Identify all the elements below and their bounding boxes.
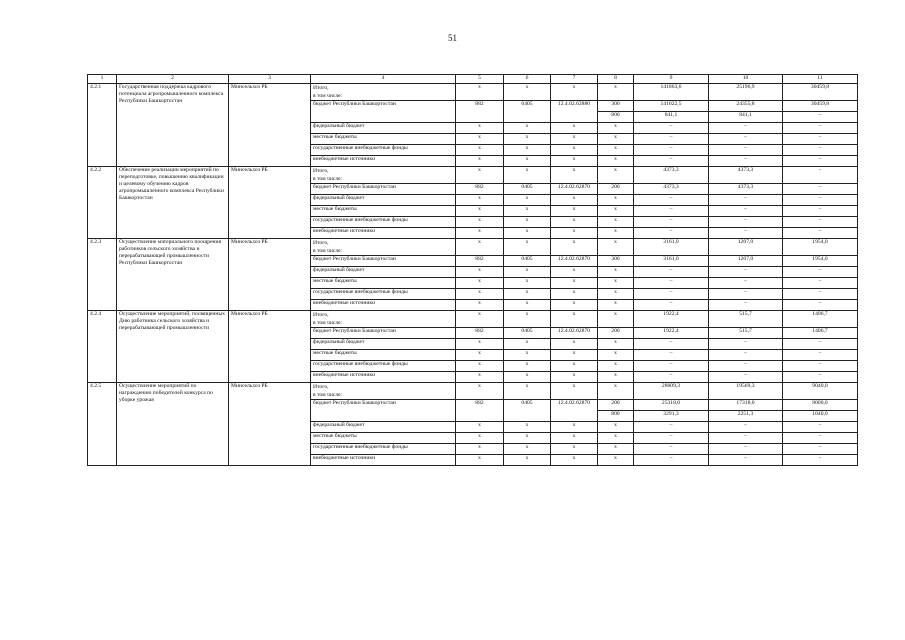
funding-source: Итого, в том числе: — [311, 167, 456, 184]
expense-type-cell: 200 — [598, 184, 634, 195]
item-name: Осуществление мероприятий по награждению победителей конкурса по уборке урожая — [117, 383, 229, 466]
expense-type-cell: 300 — [598, 101, 634, 112]
amount-cell: 841,1 — [709, 112, 783, 123]
funding-source: бюджет Республики Башкортостан — [311, 184, 456, 195]
amount-cell: – — [783, 455, 858, 466]
budget-code-cell: х — [551, 145, 598, 156]
item-number: 4.2.3 — [88, 239, 117, 311]
budget-code-cell: х — [456, 422, 504, 433]
header-cell: 2 — [117, 75, 229, 84]
expense-type-cell: х — [598, 361, 634, 372]
amount-cell: – — [634, 339, 709, 350]
budget-code-cell: 0405 — [504, 328, 551, 339]
amount-cell: 1207,0 — [709, 239, 783, 256]
amount-cell: – — [709, 422, 783, 433]
amount-cell: 4373,3 — [634, 167, 709, 184]
expense-type-cell: 200 — [598, 328, 634, 339]
amount-cell: 3161,0 — [634, 256, 709, 267]
budget-code-cell: х — [551, 289, 598, 300]
budget-code-cell: х — [504, 217, 551, 228]
amount-cell: – — [783, 444, 858, 455]
amount-cell: – — [783, 372, 858, 383]
budget-code-cell: х — [551, 156, 598, 167]
amount-cell: 8000,0 — [783, 400, 858, 411]
expense-type-cell: х — [598, 167, 634, 184]
item-name: Государственная поддержка кадрового потенциала агропромышленного комплекса Республики Башкортостан — [117, 84, 229, 167]
amount-cell: – — [709, 289, 783, 300]
amount-cell: 1406,7 — [783, 328, 858, 339]
expense-type-cell: 800 — [598, 112, 634, 123]
budget-code-cell: х — [456, 228, 504, 239]
amount-cell: – — [634, 156, 709, 167]
amount-cell: – — [634, 134, 709, 145]
expense-type-cell: х — [598, 156, 634, 167]
amount-cell: – — [783, 184, 858, 195]
budget-code-cell: 882 — [456, 184, 504, 195]
budget-code-cell: х — [551, 455, 598, 466]
item-name: Осуществление материального поощрения работников сельского хозяйства и перерабатывающей промышленности Республики Башкортостан — [117, 239, 229, 311]
amount-cell: – — [709, 134, 783, 145]
budget-code-cell: 12.4.02.62880 — [551, 101, 598, 123]
amount-cell: 1922,4 — [634, 328, 709, 339]
budget-code-cell: х — [504, 444, 551, 455]
expense-type-cell: х — [598, 311, 634, 328]
budget-code-cell: х — [456, 145, 504, 156]
page-number: 51 — [448, 33, 457, 43]
funding-source: местные бюджеты — [311, 433, 456, 444]
amount-cell: 1207,0 — [709, 256, 783, 267]
funding-source: местные бюджеты — [311, 350, 456, 361]
budget-code-cell: х — [504, 195, 551, 206]
executor: Минсельхоз РБ — [229, 84, 311, 167]
amount-cell: 24355,8 — [709, 101, 783, 112]
header-cell: 9 — [634, 75, 709, 84]
funding-source: внебюджетные источники — [311, 228, 456, 239]
budget-code-cell: 882 — [456, 400, 504, 422]
amount-cell: – — [783, 300, 858, 311]
budget-code-cell: х — [504, 300, 551, 311]
budget-code-cell: х — [456, 339, 504, 350]
amount-cell: – — [783, 206, 858, 217]
amount-cell: – — [783, 433, 858, 444]
budget-code-cell: х — [551, 228, 598, 239]
amount-cell: 3161,0 — [634, 239, 709, 256]
budget-code-cell: 12.4.02.62870 — [551, 184, 598, 195]
expense-type-cell: х — [598, 339, 634, 350]
budget-code-cell: х — [504, 372, 551, 383]
budget-code-cell: х — [504, 156, 551, 167]
amount-cell: – — [634, 422, 709, 433]
funding-source: местные бюджеты — [311, 134, 456, 145]
amount-cell: – — [709, 361, 783, 372]
budget-code-cell: х — [456, 134, 504, 145]
expense-type-cell: х — [598, 372, 634, 383]
amount-cell: – — [783, 156, 858, 167]
budget-code-cell: х — [551, 278, 598, 289]
item-name: Обеспечение реализации мероприятий по переподготовке, повышению квалификации и целевому обучению кадров агропромышленного комплекса Республики Башкортостан — [117, 167, 229, 239]
budget-code-cell: 12.4.02.62870 — [551, 256, 598, 267]
amount-cell: – — [634, 455, 709, 466]
budget-code-cell: х — [456, 311, 504, 328]
funding-source: внебюджетные источники — [311, 156, 456, 167]
budget-code-cell: х — [504, 167, 551, 184]
amount-cell: 9040,0 — [783, 383, 858, 400]
expense-type-cell: 300 — [598, 256, 634, 267]
budget-code-cell: х — [551, 444, 598, 455]
budget-code-cell: х — [504, 239, 551, 256]
budget-code-cell: 882 — [456, 256, 504, 267]
budget-code-cell: х — [504, 123, 551, 134]
funding-source: бюджет Республики Башкортостан — [311, 328, 456, 339]
expense-type-cell: х — [598, 289, 634, 300]
header-cell: 8 — [598, 75, 634, 84]
amount-cell: 841,1 — [634, 112, 709, 123]
amount-cell: 515,7 — [709, 311, 783, 328]
expense-type-cell: 800 — [598, 411, 634, 422]
budget-code-cell: х — [551, 383, 598, 400]
amount-cell: – — [783, 228, 858, 239]
amount-cell: – — [709, 267, 783, 278]
executor: Минсельхоз РБ — [229, 311, 311, 383]
expense-type-cell: х — [598, 145, 634, 156]
table-row — [88, 383, 858, 400]
budget-code-cell: х — [504, 145, 551, 156]
funding-source: федеральный бюджет — [311, 195, 456, 206]
amount-cell: – — [709, 206, 783, 217]
budget-code-cell: 0405 — [504, 400, 551, 422]
budget-code-cell: х — [456, 278, 504, 289]
budget-code-cell: х — [456, 433, 504, 444]
amount-cell: – — [783, 167, 858, 184]
expense-type-cell: х — [598, 433, 634, 444]
header-cell: 4 — [311, 75, 456, 84]
amount-cell: – — [709, 228, 783, 239]
header-cell: 1 — [88, 75, 117, 84]
amount-cell: – — [634, 195, 709, 206]
amount-cell: 30459,8 — [783, 101, 858, 112]
expense-type-cell: х — [598, 383, 634, 400]
expense-type-cell: х — [598, 300, 634, 311]
amount-cell: – — [783, 361, 858, 372]
amount-cell: – — [634, 444, 709, 455]
amount-cell: – — [709, 350, 783, 361]
budget-code-cell: 882 — [456, 328, 504, 339]
amount-cell: – — [783, 289, 858, 300]
budget-code-cell: х — [456, 123, 504, 134]
item-number: 4.2.5 — [88, 383, 117, 466]
funding-source: внебюджетные источники — [311, 455, 456, 466]
budget-code-cell: х — [504, 267, 551, 278]
expense-type-cell: х — [598, 134, 634, 145]
budget-code-cell: 0405 — [504, 101, 551, 123]
amount-cell: – — [709, 433, 783, 444]
budget-code-cell: х — [504, 289, 551, 300]
amount-cell: – — [709, 123, 783, 134]
expense-type-cell: х — [598, 195, 634, 206]
budget-code-cell: х — [551, 339, 598, 350]
funding-source: государственные внебюджетные фонды — [311, 145, 456, 156]
amount-cell: 17318,0 — [709, 400, 783, 411]
budget-code-cell: х — [504, 350, 551, 361]
budget-code-cell: х — [504, 278, 551, 289]
amount-cell: – — [634, 123, 709, 134]
amount-cell: – — [783, 195, 858, 206]
header-cell: 6 — [504, 75, 551, 84]
amount-cell: – — [783, 134, 858, 145]
amount-cell: – — [783, 112, 858, 123]
funding-source: внебюджетные источники — [311, 300, 456, 311]
amount-cell: – — [634, 361, 709, 372]
amount-cell: – — [634, 372, 709, 383]
funding-source: Итого, в том числе: — [311, 383, 456, 400]
amount-cell: 1954,0 — [783, 239, 858, 256]
amount-cell: – — [709, 278, 783, 289]
amount-cell: – — [783, 422, 858, 433]
budget-code-cell: х — [551, 195, 598, 206]
budget-code-cell: х — [551, 372, 598, 383]
amount-cell: 28609,3 — [634, 383, 709, 400]
budget-code-cell: х — [551, 300, 598, 311]
amount-cell: 30459,8 — [783, 84, 858, 101]
amount-cell: – — [634, 350, 709, 361]
header-cell: 11 — [783, 75, 858, 84]
executor: Минсельхоз РБ — [229, 167, 311, 239]
budget-code-cell: х — [551, 361, 598, 372]
funding-source: внебюджетные источники — [311, 372, 456, 383]
amount-cell: 19569,3 — [709, 383, 783, 400]
budget-code-cell: х — [456, 444, 504, 455]
budget-code-cell: х — [504, 84, 551, 101]
amount-cell: 25318,0 — [634, 400, 709, 411]
amount-cell: – — [634, 206, 709, 217]
budget-code-cell: х — [456, 383, 504, 400]
budget-code-cell: х — [504, 422, 551, 433]
expense-type-cell: х — [598, 228, 634, 239]
table-row — [88, 167, 858, 184]
budget-code-cell: х — [504, 383, 551, 400]
expense-type-cell: х — [598, 84, 634, 101]
amount-cell: – — [634, 300, 709, 311]
header-row — [88, 75, 858, 84]
budget-code-cell: х — [456, 350, 504, 361]
budget-code-cell: х — [504, 311, 551, 328]
amount-cell: 1406,7 — [783, 311, 858, 328]
funding-source: государственные внебюджетные фонды — [311, 289, 456, 300]
table-row — [88, 311, 858, 328]
amount-cell: 1954,0 — [783, 256, 858, 267]
expense-type-cell: х — [598, 444, 634, 455]
budget-code-cell: х — [551, 134, 598, 145]
expense-type-cell: х — [598, 239, 634, 256]
budget-code-cell: 12.4.02.62870 — [551, 400, 598, 422]
amount-cell: – — [634, 433, 709, 444]
funding-source: местные бюджеты — [311, 206, 456, 217]
budget-code-cell: х — [504, 433, 551, 444]
amount-cell: 141022,5 — [634, 101, 709, 112]
budget-code-cell: х — [456, 84, 504, 101]
amount-cell: – — [709, 145, 783, 156]
amount-cell: – — [709, 300, 783, 311]
expense-type-cell: х — [598, 267, 634, 278]
funding-source: федеральный бюджет — [311, 123, 456, 134]
expense-type-cell: х — [598, 350, 634, 361]
table-row — [88, 239, 858, 256]
amount-cell: 1040,0 — [783, 411, 858, 422]
budget-code-cell: х — [456, 300, 504, 311]
budget-code-cell: х — [504, 228, 551, 239]
budget-code-cell: 882 — [456, 101, 504, 123]
amount-cell: 3291,3 — [634, 411, 709, 422]
amount-cell: – — [783, 278, 858, 289]
budget-code-cell: х — [551, 206, 598, 217]
budget-code-cell: х — [456, 195, 504, 206]
funding-source: федеральный бюджет — [311, 339, 456, 350]
amount-cell: 25196,9 — [709, 84, 783, 101]
header-cell: 3 — [229, 75, 311, 84]
item-number: 4.2.4 — [88, 311, 117, 383]
amount-cell: 4373,3 — [634, 184, 709, 195]
funding-source: бюджет Республики Башкортостан — [311, 256, 456, 267]
funding-source: бюджет Республики Башкортостан — [311, 400, 456, 422]
budget-code-cell: х — [456, 455, 504, 466]
amount-cell: – — [634, 228, 709, 239]
amount-cell: – — [634, 267, 709, 278]
expense-type-cell: х — [598, 123, 634, 134]
funding-source: бюджет Республики Башкортостан — [311, 101, 456, 123]
program-budget-table — [87, 74, 858, 466]
expense-type-cell: 200 — [598, 400, 634, 411]
amount-cell: – — [783, 339, 858, 350]
budget-code-cell: х — [456, 206, 504, 217]
amount-cell: – — [783, 145, 858, 156]
expense-type-cell: х — [598, 422, 634, 433]
budget-code-cell: х — [456, 267, 504, 278]
budget-code-cell: х — [456, 156, 504, 167]
amount-cell: – — [709, 444, 783, 455]
item-name: Осуществление мероприятий, посвященных Дню работника сельского хозяйства и перерабатывающей промышленности — [117, 311, 229, 383]
amount-cell: – — [783, 217, 858, 228]
budget-code-cell: х — [456, 289, 504, 300]
expense-type-cell: х — [598, 278, 634, 289]
amount-cell: – — [783, 123, 858, 134]
budget-code-cell: х — [551, 433, 598, 444]
table-row — [88, 84, 858, 101]
funding-source: государственные внебюджетные фонды — [311, 217, 456, 228]
amount-cell: 141863,6 — [634, 84, 709, 101]
budget-code-cell: х — [456, 239, 504, 256]
expense-type-cell: х — [598, 217, 634, 228]
funding-source: местные бюджеты — [311, 278, 456, 289]
amount-cell: – — [783, 350, 858, 361]
header-cell: 7 — [551, 75, 598, 84]
budget-code-cell: 0405 — [504, 256, 551, 267]
budget-code-cell: х — [456, 217, 504, 228]
amount-cell: – — [709, 156, 783, 167]
budget-code-cell: х — [551, 123, 598, 134]
funding-source: государственные внебюджетные фонды — [311, 361, 456, 372]
item-number: 4.2.2 — [88, 167, 117, 239]
budget-code-cell: х — [456, 167, 504, 184]
budget-code-cell: х — [504, 206, 551, 217]
header-cell: 10 — [709, 75, 783, 84]
budget-code-cell: х — [551, 422, 598, 433]
amount-cell: – — [634, 278, 709, 289]
item-number: 4.2.1 — [88, 84, 117, 167]
executor: Минсельхоз РБ — [229, 383, 311, 466]
amount-cell: 4373,3 — [709, 184, 783, 195]
budget-code-cell: х — [456, 361, 504, 372]
amount-cell: 1922,4 — [634, 311, 709, 328]
amount-cell: 515,7 — [709, 328, 783, 339]
budget-code-cell: х — [551, 239, 598, 256]
budget-code-cell: х — [551, 84, 598, 101]
budget-code-cell: х — [551, 350, 598, 361]
budget-code-cell: х — [551, 217, 598, 228]
budget-code-cell: х — [504, 455, 551, 466]
amount-cell: – — [709, 372, 783, 383]
amount-cell: – — [709, 455, 783, 466]
amount-cell: – — [634, 289, 709, 300]
budget-code-cell: х — [551, 267, 598, 278]
budget-code-cell: х — [456, 372, 504, 383]
budget-code-cell: х — [551, 311, 598, 328]
budget-code-cell: х — [504, 339, 551, 350]
header-cell: 5 — [456, 75, 504, 84]
amount-cell: – — [709, 217, 783, 228]
funding-source: Итого, в том числе: — [311, 84, 456, 101]
budget-code-cell: х — [504, 134, 551, 145]
amount-cell: 4373,3 — [709, 167, 783, 184]
amount-cell: – — [709, 339, 783, 350]
budget-code-cell: х — [551, 167, 598, 184]
funding-source: государственные внебюджетные фонды — [311, 444, 456, 455]
funding-source: федеральный бюджет — [311, 422, 456, 433]
amount-cell: – — [634, 145, 709, 156]
budget-code-cell: 0405 — [504, 184, 551, 195]
amount-cell: – — [783, 267, 858, 278]
amount-cell: – — [709, 195, 783, 206]
funding-source: Итого, в том числе: — [311, 311, 456, 328]
expense-type-cell: х — [598, 455, 634, 466]
executor: Минсельхоз РБ — [229, 239, 311, 311]
budget-code-cell: х — [504, 361, 551, 372]
amount-cell: – — [634, 217, 709, 228]
funding-source: федеральный бюджет — [311, 267, 456, 278]
expense-type-cell: х — [598, 206, 634, 217]
budget-code-cell: 12.4.02.62870 — [551, 328, 598, 339]
funding-source: Итого, в том числе: — [311, 239, 456, 256]
amount-cell: 2251,3 — [709, 411, 783, 422]
